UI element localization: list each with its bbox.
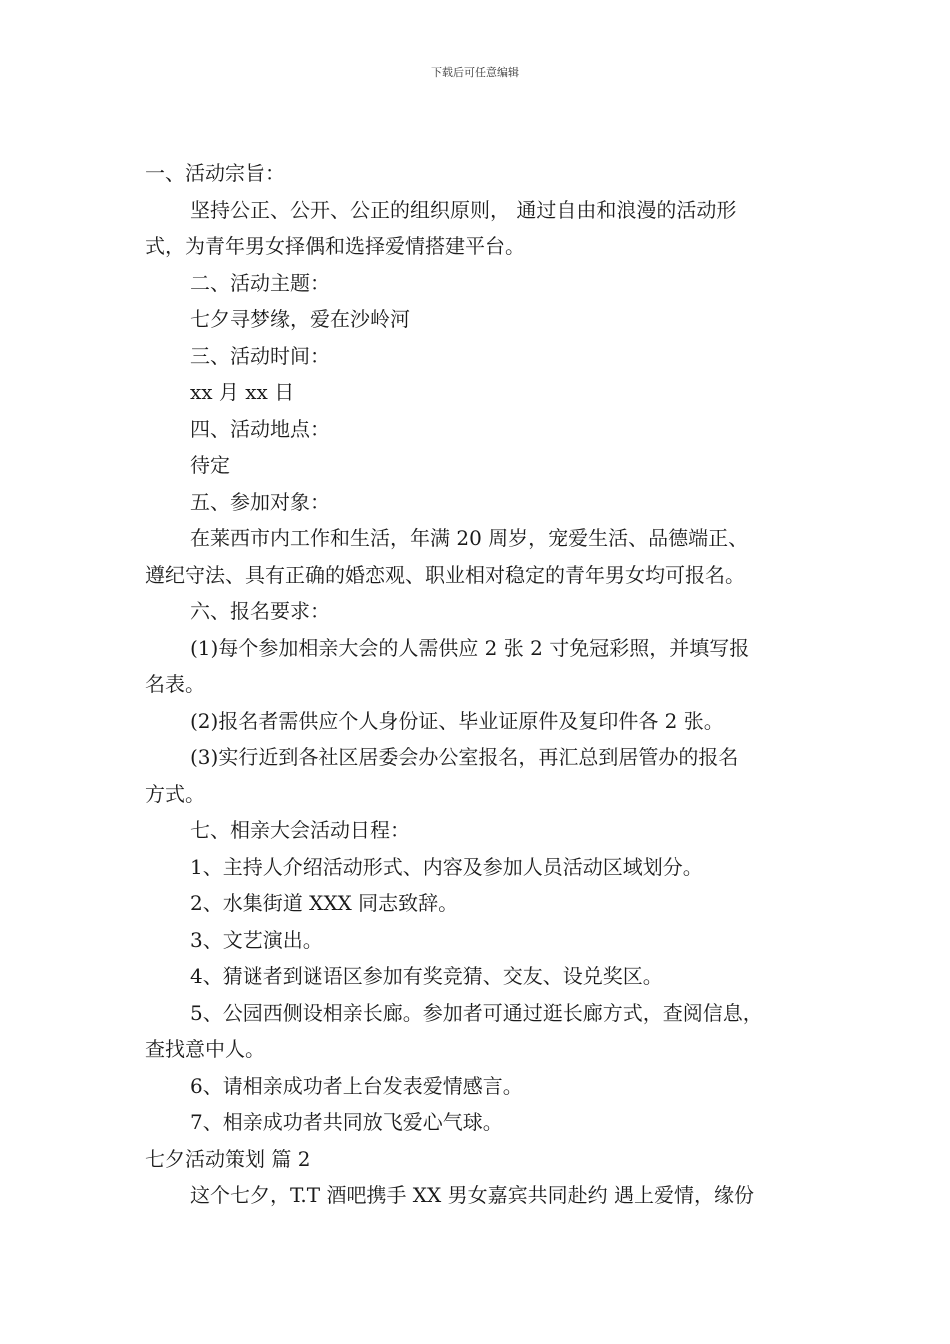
paragraph-line: 七夕寻梦缘，爱在沙岭河 (190, 307, 410, 331)
list-item: 5、公园西侧设相亲长廊。参加者可通过逛长廊方式，查阅信息， (190, 1000, 763, 1025)
section-heading-theme: 二、活动主题： (190, 270, 330, 295)
list-item: 6、请相亲成功者上台发表爱情感言。 (190, 1073, 523, 1098)
paragraph-line: 方式。 (145, 781, 205, 806)
paragraph-line: 式，为青年男女择偶和选择爱情搭建平台。 (145, 234, 525, 258)
paragraph-line: xx 月 xx 日 (190, 380, 295, 404)
article-heading: 七夕活动策划 篇 2 (145, 1146, 311, 1171)
paragraph-line: 待定 (190, 453, 230, 477)
list-item: 4、猜谜者到谜语区参加有奖竞猜、交友、设兑奖区。 (190, 964, 663, 988)
list-item: 7、相亲成功者共同放飞爱心气球。 (190, 1110, 503, 1134)
paragraph-line: (3)实行近到各社区居委会办公室报名，再汇总到居管办的报名 (190, 745, 739, 769)
list-item: 2、水集街道 XXX 同志致辞。 (190, 891, 459, 915)
section-heading-schedule: 七、相亲大会活动日程： (190, 818, 410, 842)
page-header-note: 下载后可任意编辑 (431, 66, 519, 79)
paragraph-line: 这个七夕，T.T 酒吧携手 XX 男女嘉宾共同赴约 遇上爱情，缘份 (190, 1183, 755, 1207)
paragraph-line: 在莱西市内工作和生活，年满 20 周岁，宠爱生活、品德端正、 (190, 526, 749, 550)
paragraph-line: 名表。 (145, 672, 205, 696)
section-heading-time: 三、活动时间： (190, 343, 330, 368)
paragraph-line: 遵纪守法、具有正确的婚恋观、职业相对稳定的青年男女均可报名。 (145, 562, 745, 587)
paragraph-line: (2)报名者需供应个人身份证、毕业证原件及复印件各 2 张。 (190, 708, 724, 733)
paragraph-line: (1)每个参加相亲大会的人需供应 2 张 2 寸免冠彩照，并填写报 (190, 635, 750, 660)
section-heading-location: 四、活动地点： (190, 416, 330, 441)
section-heading-purpose: 一、活动宗旨： (145, 161, 285, 185)
list-item: 1、主持人介绍活动形式、内容及参加人员活动区域划分。 (190, 854, 703, 879)
section-heading-participants: 五、参加对象： (190, 489, 330, 514)
paragraph-line: 坚持公正、公开、公正的组织原则， 通过自由和浪漫的活动形 (190, 197, 737, 222)
list-item: 3、文艺演出。 (190, 927, 323, 952)
list-item-continuation: 查找意中人。 (145, 1037, 265, 1061)
section-heading-registration: 六、报名要求： (190, 599, 330, 623)
document-body (145, 155, 825, 1214)
